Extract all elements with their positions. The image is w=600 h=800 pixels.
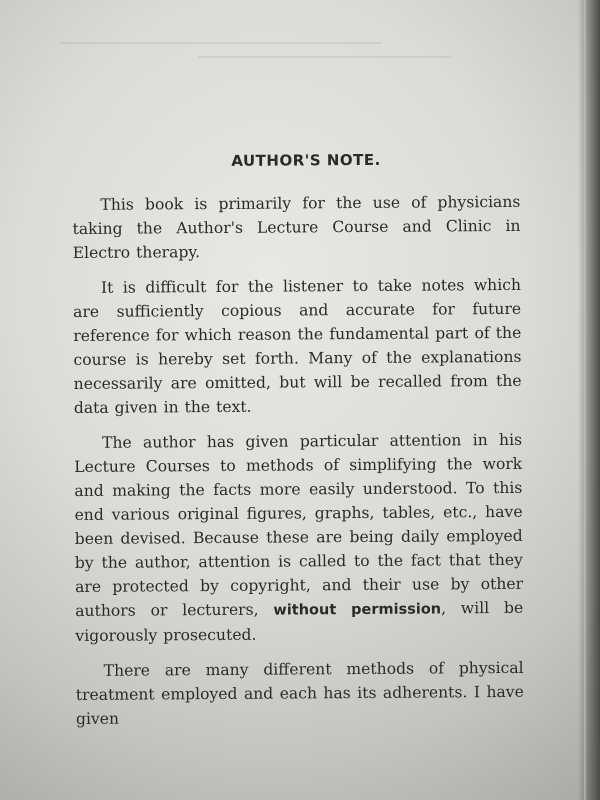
paragraph-3: [74, 428, 524, 648]
page-heading: AUTHOR'S NOTE.: [231, 150, 381, 170]
paragraph-4: There are many different methods of physical treatment employed and each has its adherents. I have given: [75, 658, 524, 728]
paragraph-1: This book is primarily for the use of physicians taking the Author's Lecture Course and Clinic in Electro therapy.: [72, 192, 521, 262]
page-text: [72, 147, 524, 742]
paragraph-3-text-before: The author has given particular attention in his Lecture Courses to methods of simplifying the work and making the facts more easily understood. To this end various original figures, graphs, tables, etc., have been devised. Because these are being daily employed by the author, attention is called to the fact that they are protected by copyright, and their use by other authors or lecturers,: [74, 430, 524, 620]
paragraph-2: It is difficult for the listener to take notes which are sufficiently copious and accurate for future reference for which reason the fundamental part of the course is hereby set forth. Many of the explanations necessarily are omitted, but will be recalled from the data given in the text.: [73, 275, 522, 417]
paragraph-3-text-after: , will be vigorously prosecuted.: [75, 598, 524, 645]
show-through-text: [60, 30, 520, 90]
page-edge-shadow: [578, 0, 600, 800]
paragraph-3-bold-phrase: without permission: [273, 601, 442, 619]
